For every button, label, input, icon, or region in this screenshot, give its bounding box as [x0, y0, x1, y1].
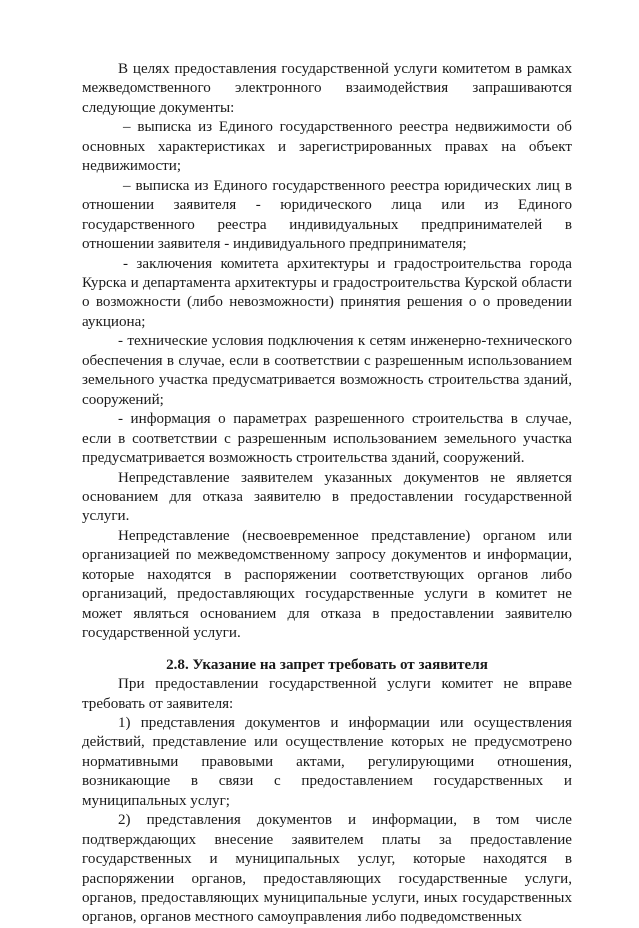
prohibition-intro-paragraph: При предоставлении государственной услуги комитет не вправе требовать от заявителя: — [82, 676, 572, 712]
list-item-construction-parameters: - информация о параметрах разрешенного строительства в случае, если в соответствии с разрешенным использованием земельного участка предусматривается возможность строительства зданий, сооружений. — [82, 411, 572, 467]
prohibition-item-1: 1) представления документов и информации или осуществления действий, представление или осуществление которых не предусмотрено нормативными правовыми актами, регулирующими отношения, возникающие в связи с предоставлением государственных и муниципальных услуг; — [82, 714, 572, 809]
section-heading: 2.8. Указание на запрет требовать от заявителя — [166, 656, 488, 673]
list-item-architecture-conclusions: - заключения комитета архитектуры и градостроительства города Курска и департамента архитектуры и градостроительства Курской области о возможности (либо невозможности) принятия решения о о проведении аукциона; — [82, 255, 572, 330]
late-submission-paragraph: Непредставление (несвоевременное представление) органом или организацией по межведомственному запросу документов и информации, которые находятся в распоряжении соответствующих органов либо организаций, предоставляющих государственные услуги в комитет не может являться основанием для отказа в предоставлении заявителю государственной услуги. — [82, 527, 572, 642]
list-item-technical-conditions: - технические условия подключения к сетям инженерно-технического обеспечения в случае, если в соответствии с разрешенным использованием земельного участка предусматривается возможность строительства зданий, сооружений; — [82, 333, 572, 408]
non-submission-paragraph: Непредставление заявителем указанных документов не является основанием для отказа заявителю в предоставлении государственной услуги. — [82, 469, 572, 525]
intro-paragraph: В целях предоставления государственной услуги комитетом в рамках межведомственного электронного взаимодействия запрашиваются следующие документы: — [82, 61, 572, 116]
prohibition-item-2: 2) представления документов и информации, в том числе подтверждающих внесение заявителем платы за предоставление государственных и муниципальных услуг, которые находятся в распоряжении органов, предоставляющих государственные услуги, органов, предоставляющих муниципальные услуги, иных государственных органов, органов местного самоуправления либо подведомственных — [82, 812, 572, 926]
document-page — [82, 60, 572, 928]
list-item-egrn-extract: – выписка из Единого государственного реестра недвижимости об основных характеристиках и зарегистрированных правах на объект недвижимости; — [82, 119, 572, 175]
list-item-egrul-extract: – выписка из Единого государственного реестра юридических лиц в отношении заявителя - юридического лица или из Единого государственного реестра индивидуальных предпринимателей в отношении заявителя - индивидуального предпринимателя; — [82, 177, 572, 253]
